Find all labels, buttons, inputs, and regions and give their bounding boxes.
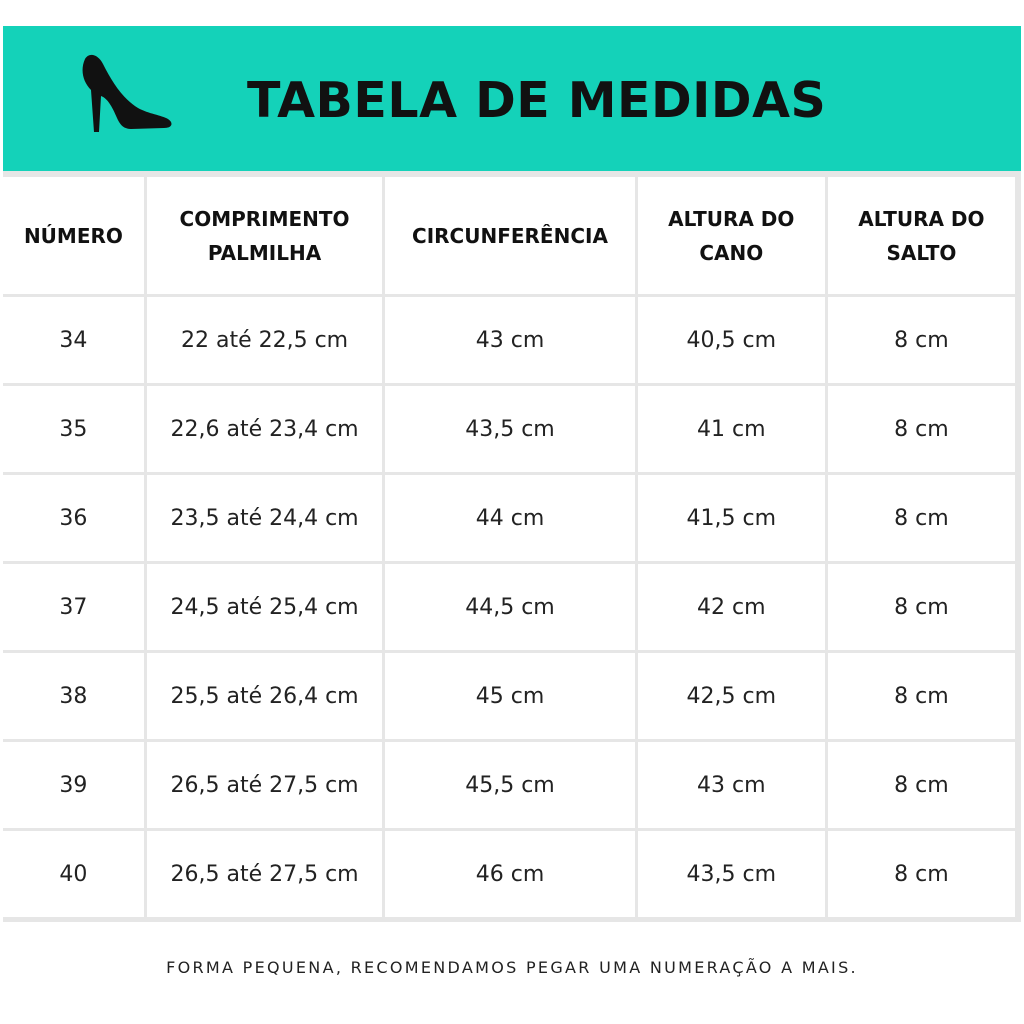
table-cell: 37	[3, 564, 144, 650]
table-cell: 36	[3, 475, 144, 561]
table-cell: 22,6 até 23,4 cm	[147, 386, 382, 472]
table-row	[3, 564, 1015, 650]
table-cell: 23,5 até 24,4 cm	[147, 475, 382, 561]
table-row	[3, 297, 1015, 383]
table-cell: 26,5 até 27,5 cm	[147, 742, 382, 828]
table-cell: 38	[3, 653, 144, 739]
column-header-numero: NÚMERO	[3, 177, 144, 294]
table-cell: 8 cm	[828, 475, 1015, 561]
table-cell: 8 cm	[828, 742, 1015, 828]
table-cell: 40	[3, 831, 144, 917]
table-cell: 24,5 até 25,4 cm	[147, 564, 382, 650]
table-cell: 44,5 cm	[385, 564, 634, 650]
size-table	[0, 174, 1018, 920]
table-header-row	[3, 177, 1015, 294]
table-cell: 42,5 cm	[638, 653, 825, 739]
table-cell: 43,5 cm	[638, 831, 825, 917]
title-banner	[3, 26, 1021, 171]
high-heel-shoe-icon	[79, 52, 174, 134]
column-header-altura-salto: ALTURA DO SALTO	[828, 177, 1015, 294]
table-cell: 44 cm	[385, 475, 634, 561]
table-cell: 42 cm	[638, 564, 825, 650]
table-cell: 8 cm	[828, 831, 1015, 917]
table-cell: 35	[3, 386, 144, 472]
table-cell: 43 cm	[385, 297, 634, 383]
column-header-circunferencia: CIRCUNFERÊNCIA	[385, 177, 634, 294]
table-cell: 25,5 até 26,4 cm	[147, 653, 382, 739]
table-cell: 43 cm	[638, 742, 825, 828]
footer-note: FORMA PEQUENA, RECOMENDAMOS PEGAR UMA NUMERAÇÃO A MAIS.	[166, 958, 858, 977]
table-cell: 45,5 cm	[385, 742, 634, 828]
table-row	[3, 831, 1015, 917]
column-header-altura-cano: ALTURA DO CANO	[638, 177, 825, 294]
table-cell: 8 cm	[828, 653, 1015, 739]
size-chart-card	[3, 26, 1021, 922]
table-cell: 41,5 cm	[638, 475, 825, 561]
table-cell: 8 cm	[828, 386, 1015, 472]
table-cell: 8 cm	[828, 564, 1015, 650]
table-cell: 41 cm	[638, 386, 825, 472]
table-row	[3, 653, 1015, 739]
table-cell: 8 cm	[828, 297, 1015, 383]
table-cell: 34	[3, 297, 144, 383]
table-cell: 45 cm	[385, 653, 634, 739]
table-cell: 43,5 cm	[385, 386, 634, 472]
table-row	[3, 742, 1015, 828]
table-cell: 26,5 até 27,5 cm	[147, 831, 382, 917]
table-cell: 40,5 cm	[638, 297, 825, 383]
table-row	[3, 386, 1015, 472]
column-header-comprimento: COMPRIMENTO PALMILHA	[147, 177, 382, 294]
table-cell: 22 até 22,5 cm	[147, 297, 382, 383]
table-body	[3, 297, 1015, 917]
table-row	[3, 475, 1015, 561]
page-title: TABELA DE MEDIDAS	[247, 72, 827, 129]
table-cell: 46 cm	[385, 831, 634, 917]
table-cell: 39	[3, 742, 144, 828]
